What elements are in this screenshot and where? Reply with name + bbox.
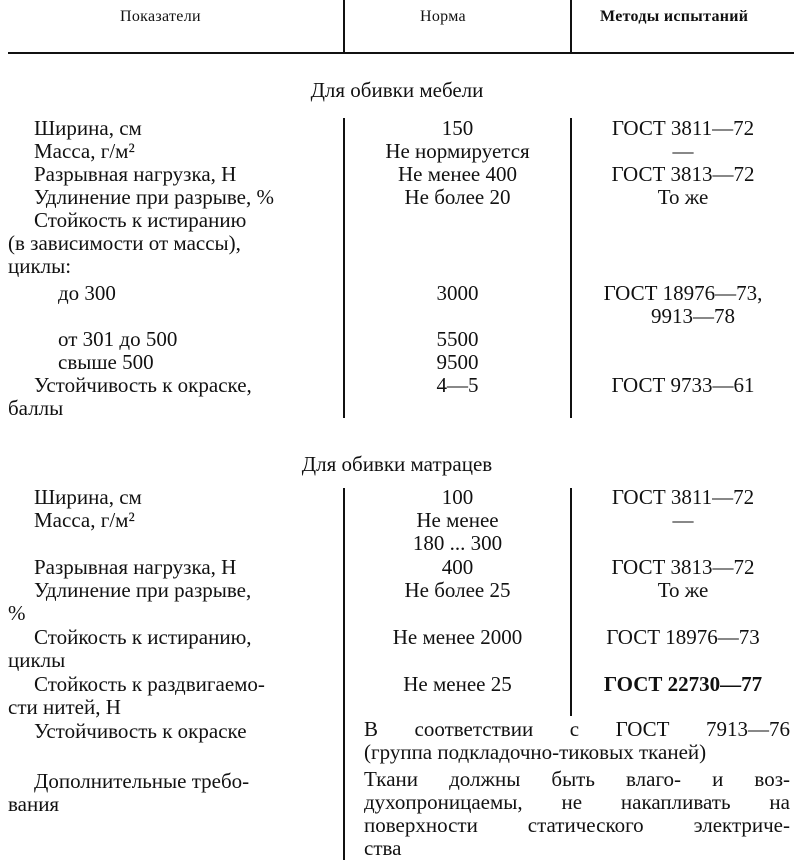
section-title-mattress: Для обивки матрацев xyxy=(301,452,493,476)
row-name-line: сти нитей, Н xyxy=(8,695,121,719)
row-name-line: Устойчивость к окраске, xyxy=(34,373,252,397)
row-norm: 100 xyxy=(441,485,474,509)
row-method: ГОСТ 3813—72 xyxy=(611,162,755,186)
divider-header-2 xyxy=(570,0,572,52)
row-name: Устойчивость к окраске xyxy=(34,719,247,743)
row-norm: Не нормируется xyxy=(385,139,530,163)
row-name-line: % xyxy=(8,601,26,625)
row-name-line: Удлинение при разрыве, xyxy=(34,578,252,602)
row-name-line: Дополнительные требо- xyxy=(34,769,250,793)
row-method: — xyxy=(672,508,694,532)
span-line: ства xyxy=(364,836,402,860)
row-name: свыше 500 xyxy=(58,350,154,374)
row-name-line: Стойкость к истиранию xyxy=(34,208,247,232)
row-method: То же xyxy=(657,578,709,602)
row-method: ГОСТ 9733—61 xyxy=(611,373,755,397)
header-indicators: Показатели xyxy=(120,8,201,25)
header-norm: Норма xyxy=(420,8,466,25)
span-line: Ткани должны быть влаго- и воз- xyxy=(364,767,790,791)
row-method: ГОСТ 3813—72 xyxy=(611,555,755,579)
row-norm: Не менее 25 xyxy=(403,672,512,696)
row-norm: 150 xyxy=(441,116,474,140)
row-name-line: (в зависимости от массы), xyxy=(8,231,241,255)
row-norm: Не более 25 xyxy=(404,578,511,602)
row-norm-line: 180 ... 300 xyxy=(412,531,503,555)
row-norm: 400 xyxy=(441,555,474,579)
row-method: ГОСТ 3811—72 xyxy=(611,116,755,140)
row-name: до 300 xyxy=(58,281,116,305)
row-method: ГОСТ 22730—77 xyxy=(603,672,763,696)
row-method: ГОСТ 3811—72 xyxy=(611,485,755,509)
row-name: от 301 до 500 xyxy=(58,327,178,351)
row-name: Ширина, см xyxy=(34,485,142,509)
row-name: Масса, г/м² xyxy=(34,508,135,532)
header-rule xyxy=(8,52,794,54)
row-name-line: Стойкость к истиранию, xyxy=(34,625,252,649)
span-line: В соответствии с ГОСТ 7913—76 xyxy=(364,717,790,741)
row-norm-line: Не менее xyxy=(416,508,499,532)
row-span-text xyxy=(364,718,790,764)
row-method: ГОСТ 18976—73 xyxy=(606,625,760,649)
row-norm: 5500 xyxy=(436,327,479,351)
row-name: Ширина, см xyxy=(34,116,142,140)
header-methods: Методы испытаний xyxy=(600,8,749,25)
section-title-furniture: Для обивки мебели xyxy=(310,78,484,102)
row-name: Разрывная нагрузка, Н xyxy=(34,555,237,579)
row-method: То же xyxy=(657,185,709,209)
row-norm: 9500 xyxy=(436,350,479,374)
divider-header-1 xyxy=(343,0,345,52)
row-norm: Не менее 400 xyxy=(398,162,517,186)
row-name-line: баллы xyxy=(8,396,64,420)
span-line: духопроницаемы, не накапливать на xyxy=(364,790,790,814)
row-name-line: вания xyxy=(8,792,60,816)
row-method: — xyxy=(672,139,694,163)
row-norm: Не более 20 xyxy=(404,185,511,209)
span-line: поверхности статического электриче- xyxy=(364,813,790,837)
row-name: Удлинение при разрыве, % xyxy=(34,185,274,209)
row-name-line: циклы xyxy=(8,648,66,672)
row-norm: 4—5 xyxy=(436,373,479,397)
row-name: Масса, г/м² xyxy=(34,139,135,163)
row-norm: Не менее 2000 xyxy=(392,625,523,649)
row-name-line: циклы: xyxy=(8,254,72,278)
row-method-line: ГОСТ 18976—73, xyxy=(603,281,763,305)
row-norm: 3000 xyxy=(436,281,479,305)
row-method-line: 9913—78 xyxy=(651,304,735,328)
row-name-line: Стойкость к раздвигаемо- xyxy=(34,672,265,696)
row-name: Разрывная нагрузка, Н xyxy=(34,162,237,186)
row-span-text xyxy=(364,768,790,860)
span-line: (группа подкладочно-тиковых тканей) xyxy=(364,740,707,764)
